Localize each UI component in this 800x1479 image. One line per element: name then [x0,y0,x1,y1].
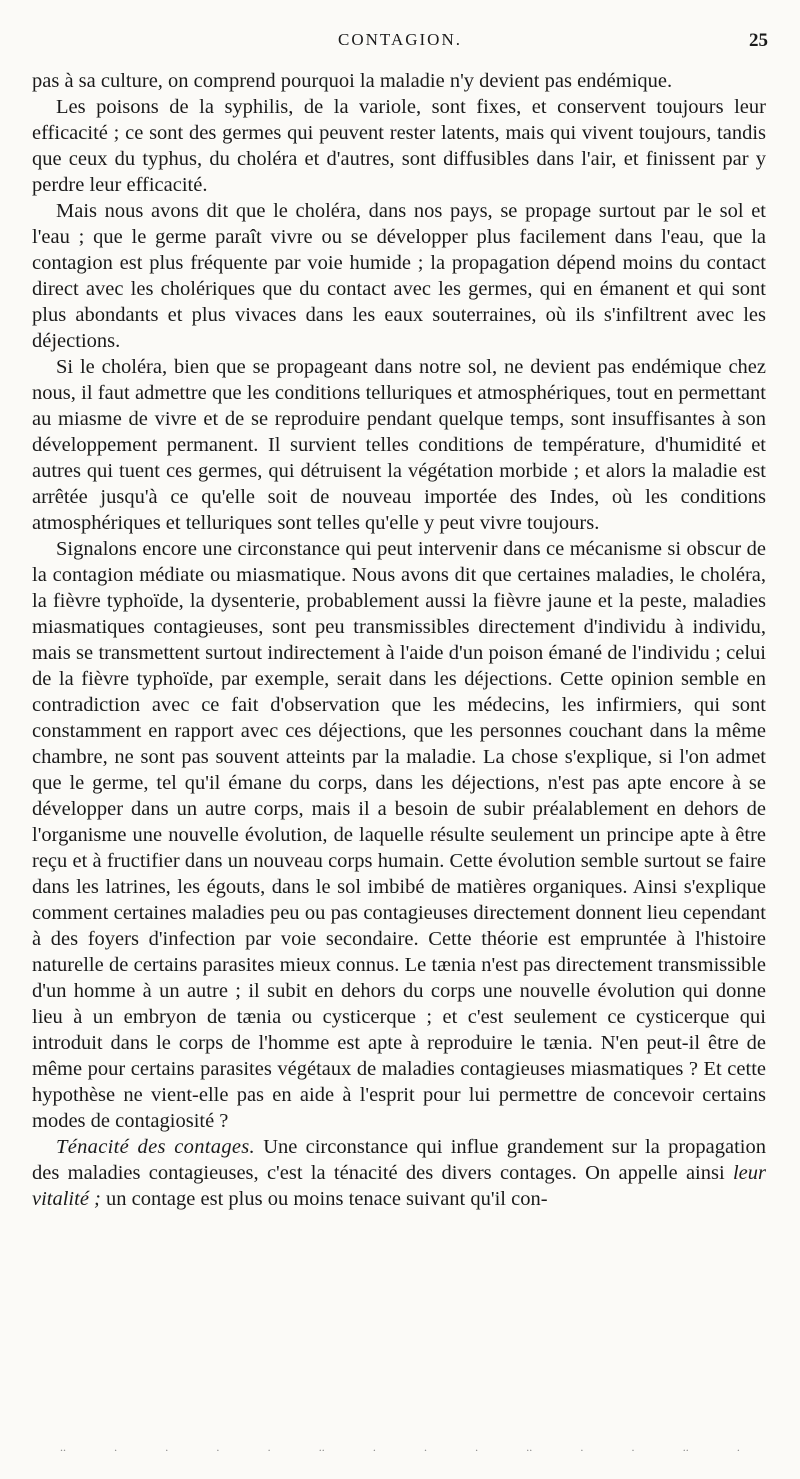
mark: . [267,1440,271,1454]
mark: . [165,1440,169,1454]
paragraph-6-emphasis: leur vitalité ; [32,1162,766,1210]
paragraph-4: Si le choléra, bien que se propageant dans notre sol, ne devient pas endémique chez nous, il faut admettre que les conditions telluriques et atmosphériques, tout en permettant au miasme de vivre et de se reproduire pendant quelque temps, sont insuffisantes à son développement permanent. Il survient telles conditions de température, d'humidité et autres qui tuent ces germes, qui détruisent la végétation morbide ; et alors la maladie est arrêtée jusqu'à ce qu'elle soit de nouveau importée des Indes, où les conditions atmosphériques et telluriques sont telles qu'elle y peut vivre toujours. [32,356,766,534]
mark: .. [682,1440,689,1454]
mark: .. [60,1440,66,1454]
mark: .. [318,1440,325,1454]
running-head [32,30,768,58]
page-number: 25 [749,30,768,51]
mark: . [631,1440,635,1454]
paragraph-3: Mais nous avons dit que le choléra, dans nos pays, se propage surtout par le sol et l'eau ; que le germe paraît vivre ou se développer plus facilement dans l'eau, que la contagion est plus fréquente par voie humide ; la propagation dépend moins du contact direct avec les cholériques que du contact avec les germes, qui en émanent et qui sont plus abondants et plus vivaces dans les eaux souterraines, où ils s'infiltrent avec les déjections. [32,200,766,352]
paragraph-5: Signalons encore une circonstance qui peut intervenir dans ce mécanisme si obscur de la contagion médiate ou miasmatique. Nous avons dit que certaines maladies, le choléra, la fièvre typhoïde, la dysenterie, probablement aussi la fièvre jaune et la peste, maladies miasmatiques contagieuses, sont peu transmissibles directement d'individu à individu, mais se transmettent surtout indirectement à l'aide d'un poison émané de l'individu ; celui de la fièvre typhoïde, par exemple, serait dans les déjections. Cette opinion semble en contradiction avec ce fait d'observation que les médecins, les infirmiers, qui sont constamment en rapport avec ces déjections, que les personnes couchant dans la même chambre, ne sont pas souvent atteints par la maladie. La chose s'explique, si l'on admet que le germe, tel qu'il émane du corps, dans les déjections, n'est pas apte encore à se développer dans un autre corps, mais il a besoin de subir préalablement en dehors de l'organisme une nouvelle évolution, de laquelle résulte seulement un principe apte à être reçu et à fructifier dans un nouveau corps humain. Cette évolution semble surtout se faire dans les latrines, les égouts, dans le sol imbibé de matières organiques. Ainsi s'explique comment certaines maladies peu ou pas contagieuses directement donnent lieu cependant à des foyers d'infection par voie secondaire. Cette théorie est empruntée à l'histoire naturelle de certains parasites mieux connus. Le tænia n'est pas directement transmissible d'un homme à un autre ; il subit en dehors du corps une nouvelle évolution qui donne lieu à un embryon de tænia ou cysticerque ; et c'est seulement ce cysticerque qui introduit dans le corps de l'homme est apte à reproduire le tænia. N'en peut-il être de même pour certains parasites végétaux de maladies contagieuses miasmatiques ? Et cette hypothèse ne vient-elle pas en aide à l'esprit pour lui permettre de concevoir certains modes de contagiosité ? [32,538,766,1132]
section-heading: Ténacité des contages. [56,1136,255,1158]
body-text [32,68,766,1212]
paragraph-6-text-b: un contage est plus ou moins tenace suivant qu'il con- [100,1188,548,1210]
paragraph-2: Les poisons de la syphilis, de la variole, sont fixes, et conservent toujours leur efficacité ; ce sont des germes qui peuvent rester latents, mais qui vivent toujours, tandis que ceux du typhus, du choléra et d'autres, sont diffusibles dans l'air, et finissent par y perdre leur efficacité. [32,96,766,196]
mark: . [216,1440,220,1454]
mark: . [372,1440,376,1454]
mark: . [475,1440,479,1454]
paragraph-6 [32,1134,766,1212]
paragraph-6-text-a: Une circonstance qui influe grandement sur la propagation des maladies contagieuses, c'est la ténacité des divers contages. On appelle ainsi [32,1136,766,1184]
mark: . [736,1440,740,1454]
running-title: CONTAGION. [338,30,462,49]
mark: . [423,1440,427,1454]
mark: .. [526,1440,533,1454]
paragraph-1: pas à sa culture, on comprend pourquoi la maladie n'y devient pas endémique. [32,70,673,92]
mark: . [580,1440,584,1454]
mark: . [114,1440,118,1454]
bleed-through-marks [60,1440,740,1455]
